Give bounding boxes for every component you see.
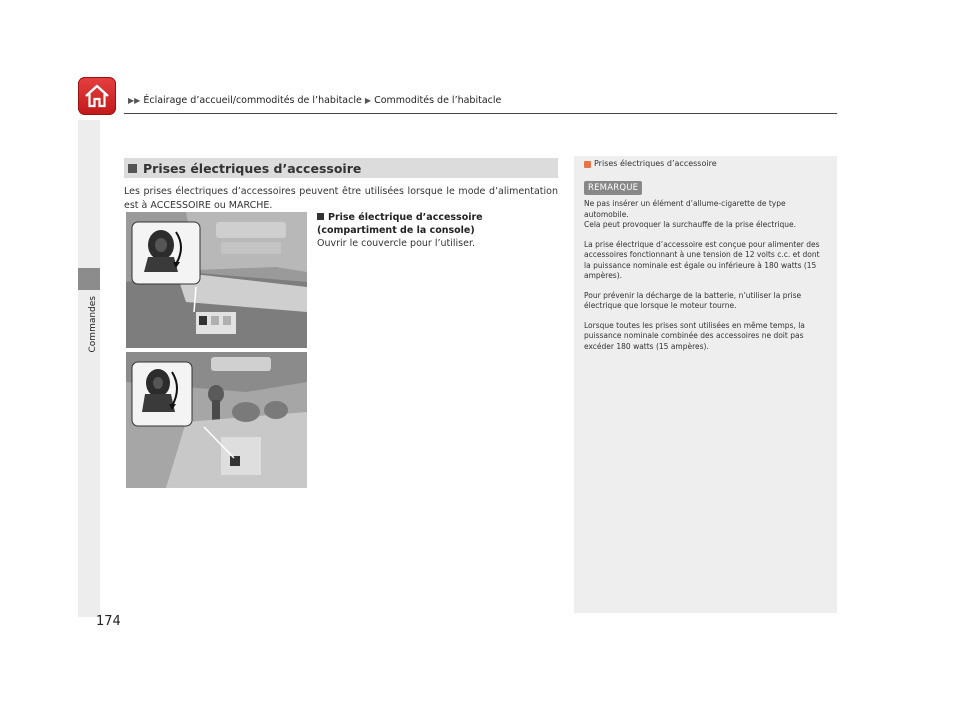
breadcrumb-link-1[interactable]: Éclairage d’accueil/commodités de l’habitacle <box>143 95 362 106</box>
breadcrumb <box>128 95 501 106</box>
sidebar-strip <box>78 120 100 617</box>
note-title-text: Prises électriques d’accessoire <box>594 159 717 168</box>
breadcrumb-arrow-icon: ▶▶ <box>128 96 141 105</box>
square-bullet-icon <box>128 164 137 173</box>
instruction-text: Ouvrir le couvercle pour l’utiliser. <box>317 238 476 249</box>
note-paragraph-1a: Ne pas insérer un élément d’allume-cigarette de type automobile. <box>584 199 786 219</box>
breadcrumb-link-2[interactable]: Commodités de l’habitacle <box>374 95 502 106</box>
section-title <box>124 158 558 178</box>
intro-paragraph: Les prises électriques d’accessoires peuvent être utilisées lorsque le mode d’alimentation est à ACCESSOIRE ou MARCHE. <box>124 186 558 211</box>
sidebar-tab-marker[interactable] <box>78 268 100 290</box>
subsection-heading <box>317 211 558 237</box>
header-rule <box>124 113 837 114</box>
home-icon <box>84 84 110 108</box>
note-paragraph-3: Pour prévenir la décharge de la batterie, n’utiliser la prise électrique que lorsque le moteur tourne. <box>584 290 802 310</box>
note-paragraph-4: Lorsque toutes les prises sont utilisées en même temps, la puissance nominale combinée des accessoires ne doit pas excéder 180 watts (15 ampères). <box>584 320 805 351</box>
note-paragraph-1b: Cela peut provoquer la surchauffe de la prise électrique. <box>584 220 797 229</box>
home-button[interactable] <box>78 77 116 115</box>
sidebar-label: Commandes <box>88 296 98 353</box>
note-paragraph-2: La prise électrique d’accessoire est conçue pour alimenter des accessoires fonctionnant à une tension de 12 volts c.c. et dont la puissance nominale est égale ou inférieure à 180 watts (15 ampères). <box>584 239 820 280</box>
section-title-text: Prises électriques d’accessoire <box>143 160 362 176</box>
notice-badge: REMARQUE <box>584 181 642 196</box>
page-number: 174 <box>96 614 121 629</box>
breadcrumb-arrow-icon: ▶ <box>364 96 372 105</box>
subsection-heading-text: Prise électrique d’accessoire (compartiment de la console) <box>317 212 483 236</box>
square-bullet-icon <box>317 213 324 220</box>
console-outlet-illustration-1 <box>126 212 307 348</box>
reference-marker-icon <box>584 161 591 168</box>
console-outlet-illustration-2 <box>126 352 307 488</box>
note-panel <box>574 156 837 613</box>
note-title <box>584 159 827 170</box>
